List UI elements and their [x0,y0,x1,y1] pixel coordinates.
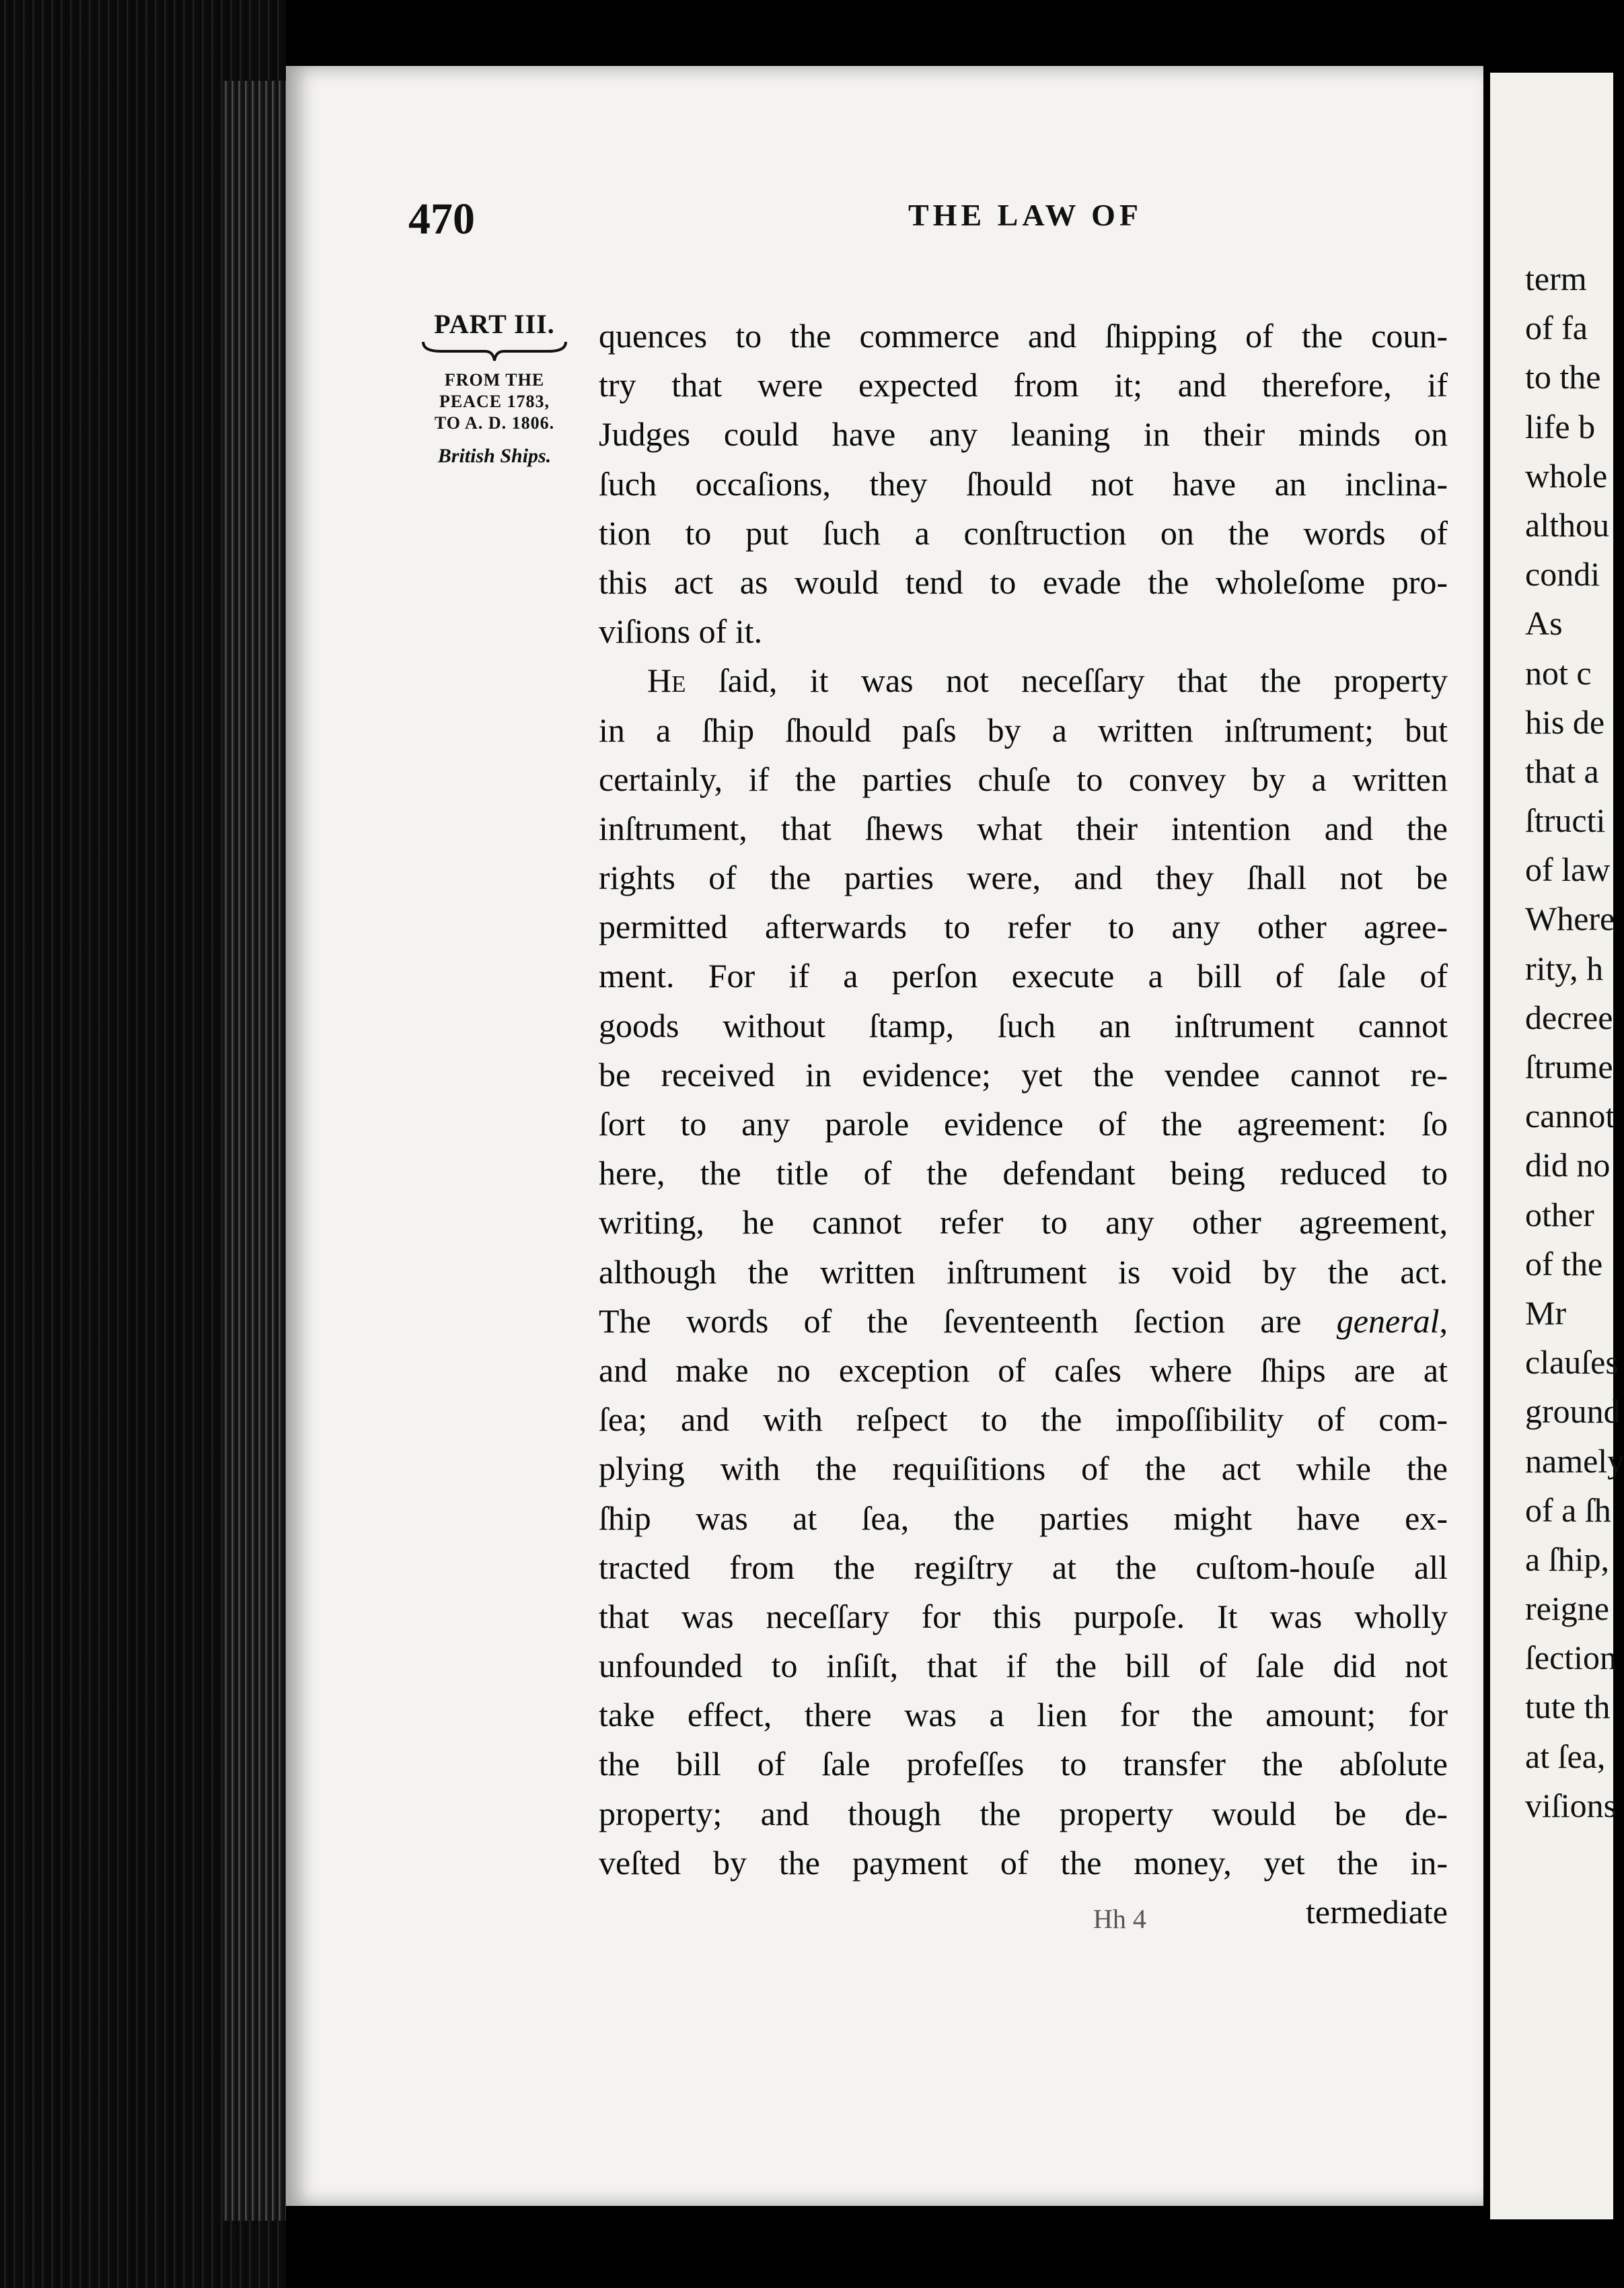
text-line: that was neceſſary for this purpoſe. It was wholly [599,1597,1448,1635]
text-line: ſhip was at ſea, the parties might have ex- [599,1499,1448,1537]
facing-line: of the [1525,1244,1603,1283]
facing-line: of law [1525,851,1611,889]
margin-note [414,310,575,468]
text-line: be received in evidence; yet the vendee cannot re- [599,1055,1448,1094]
page-edges [222,81,286,2221]
facing-line: ſtructi [1525,801,1606,840]
text-line: veſted by the payment of the money, yet the in- [599,1843,1448,1882]
text-line: try that were expected from it; and therefore, if [599,366,1448,404]
facing-page-fragment [1490,73,1624,2219]
text-line: the bill of ſale profeſſes to transfer the abſolute [599,1745,1448,1783]
facing-line: viſions [1525,1786,1617,1824]
text-line: ſort to any parole evidence of the agreement: ſo [599,1105,1448,1143]
text-line: The words of the ſeventeenth ſection are general, [599,1301,1448,1340]
facing-page-text [1525,254,1624,1830]
margin-part-label: PART III. [434,309,555,339]
book-page [286,66,1483,2206]
text-line: take effect, there was a lien for the amount; for [599,1696,1448,1734]
text-line: viſions of it. [599,612,763,651]
facing-line: other [1525,1195,1594,1234]
page-number: 470 [408,194,475,244]
curly-brace-icon [420,339,568,362]
facing-line: term [1525,260,1587,297]
catchword: termediate [1306,1893,1448,1931]
facing-line: cannot [1525,1097,1615,1135]
text-line: quences to the commerce and ſhipping of the coun- [599,317,1448,355]
facing-line: to the [1525,358,1601,396]
text-line: this act as would tend to evade the wholeſome pro- [599,563,1448,601]
facing-line: althou [1525,505,1609,544]
text-line: Judges could have any leaning in their minds on [599,415,1448,454]
text-line: tion to put ſuch a conſtruction on the words of [599,513,1448,552]
text-line: tracted from the regiſtry at the cuſtom-houſe all [599,1548,1448,1586]
text-line: ment. For if a perſon execute a bill of ſale of [599,957,1448,995]
facing-line: not c [1525,653,1592,692]
facing-line: As [1525,604,1563,643]
text-line: here, the title of the defendant being reduced to [599,1154,1448,1192]
facing-line: rity, h [1525,949,1604,987]
smallcaps-lead: He [647,662,686,700]
text-line: ſea; and with reſpect to the impoſſibility of com- [599,1400,1448,1439]
italic-emphasis: general [1336,1301,1440,1340]
text-line: and make no exception of caſes where ſhips are at [599,1351,1448,1389]
facing-line: ſtrume [1525,1048,1613,1085]
text-line: inſtrument, that ſhews what their intention and the [599,809,1448,847]
text-line: property; and though the property would be de- [599,1794,1448,1832]
running-head: THE LAW OF [908,198,1142,232]
text-line: ſuch occaſions, they ſhould not have an inclina- [599,464,1448,503]
text-line: although the written inſtrument is void by the act. [599,1252,1448,1291]
margin-period-3: TO A. D. 1806. [434,413,555,433]
facing-line: of a ſh [1525,1491,1611,1529]
body-text [599,312,1448,1937]
text-line: in a ſhip ſhould paſs by a written inſtrument; but [599,711,1448,749]
text-line: unfounded to inſiſt, that if the bill of ſale did not [599,1647,1448,1685]
text-line: rights of the parties were, and they ſhall not be [599,859,1448,897]
facing-line: tute th [1525,1688,1611,1726]
facing-line: Mr [1525,1293,1567,1332]
text-line: certainly, if the parties chuſe to convey by a written [599,760,1448,798]
text-line: goods without ſtamp, ſuch an inſtrument cannot [599,1006,1448,1044]
margin-period-1: FROM THE [444,370,545,390]
facing-line: his de [1525,703,1605,741]
facing-line: namely [1525,1441,1624,1480]
facing-line: at ſea, [1525,1737,1606,1775]
facing-line: ground [1525,1392,1621,1431]
facing-line: ſection [1525,1639,1617,1677]
text-line: permitted afterwards to refer to any other agree- [599,908,1448,946]
facing-line: decree [1525,998,1613,1036]
text-line: writing, he cannot refer to any other agreement, [599,1203,1448,1242]
facing-line: that a [1525,752,1599,790]
margin-period-2: PEACE 1783, [439,392,550,411]
facing-line: condi [1525,555,1600,594]
margin-subject: British Ships. [437,445,552,467]
facing-line: did no [1525,1146,1611,1184]
text-line-para2: He ſaid, it was not neceſſary that the property [647,662,1448,700]
facing-line: a ſhip, [1525,1540,1609,1578]
facing-line: clauſes [1525,1343,1619,1382]
text-line: plying with the requiſitions of the act while the [599,1450,1448,1488]
facing-line: of fa [1525,309,1588,347]
signature-mark: Hh 4 [1093,1904,1146,1934]
facing-line: Where [1525,900,1615,938]
facing-line: whole [1525,456,1608,495]
facing-line: reigne [1525,1589,1609,1628]
facing-line: life b [1525,407,1596,445]
